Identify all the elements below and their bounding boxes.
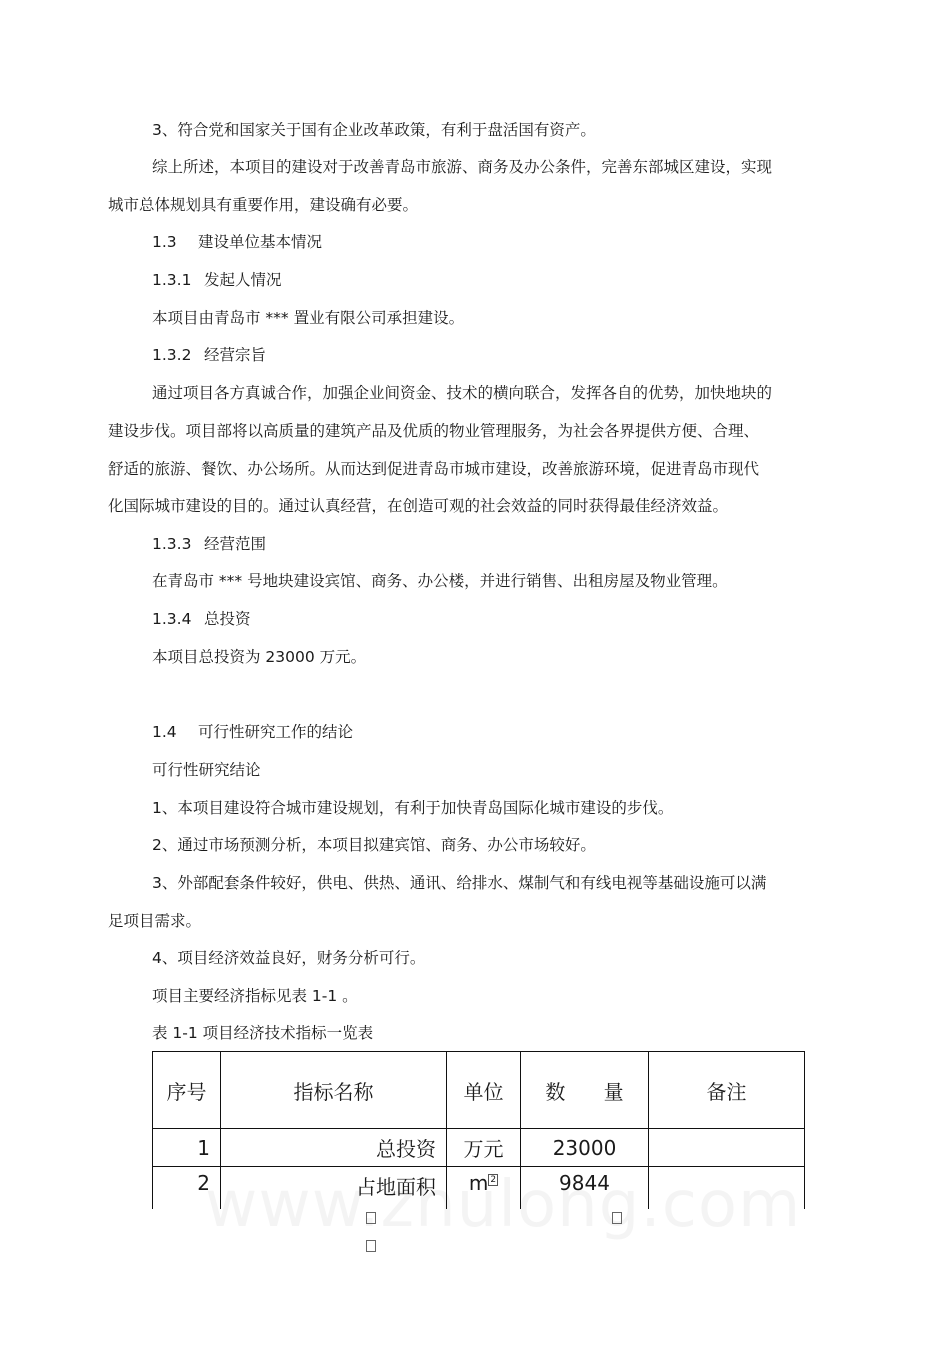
unit-text: m [468, 1171, 489, 1195]
paragraph: 舒适的旅游、餐饮、办公场所。从而达到促进青岛市城市建设，改善旅游环境，促进青岛市现代 [108, 460, 760, 478]
table-row [153, 1129, 805, 1167]
paragraph: 3、符合党和国家关于国有企业改革政策，有利于盘活国有资产。 [152, 121, 596, 139]
paragraph: 2、通过市场预测分析，本项目拟建宾馆、商务、办公市场较好。 [152, 836, 596, 854]
header-cell: 单位 [447, 1052, 521, 1129]
section-title: 发起人情况 [204, 271, 282, 289]
section-number: 1.3.4 [152, 610, 192, 628]
artifact-box-icon [366, 1240, 376, 1252]
section-number: 1.3 [152, 233, 177, 251]
table-cell: 1 [153, 1129, 221, 1167]
table-cell: 9844 [521, 1167, 649, 1210]
section-heading-1-3-3 [152, 534, 266, 554]
artifact-box-icon [612, 1212, 622, 1224]
paragraph: 3、外部配套条件较好，供电、供热、通讯、给排水、煤制气和有线电视等基础设施可以满 [152, 874, 767, 892]
header-cell: 数 量 [521, 1052, 649, 1129]
table-cell: 23000 [521, 1129, 649, 1167]
paragraph: 可行性研究结论 [152, 761, 261, 779]
table-header-row [153, 1052, 805, 1129]
section-title: 可行性研究工作的结论 [198, 723, 354, 741]
paragraph: 本项目由青岛市 *** 置业有限公司承担建设。 [152, 309, 465, 327]
table-cell: 占地面积 [221, 1167, 447, 1210]
paragraph: 在青岛市 *** 号地块建设宾馆、商务、办公楼，并进行销售、出租房屋及物业管理。 [152, 572, 728, 590]
header-cell: 备注 [649, 1052, 805, 1129]
header-cell: 序号 [153, 1052, 221, 1129]
paragraph: 本项目总投资为 23000 万元。 [152, 648, 367, 666]
header-cell: 指标名称 [221, 1052, 447, 1129]
section-heading-1-4 [152, 722, 353, 742]
section-heading-1-3-1 [152, 270, 282, 290]
section-title: 总投资 [204, 610, 251, 628]
section-heading-1-3 [152, 232, 322, 252]
paragraph: 化国际城市建设的目的。通过认真经营，在创造可观的社会效益的同时获得最佳经济效益。 [108, 497, 729, 515]
paragraph: 4、项目经济效益良好，财务分析可行。 [152, 949, 426, 967]
section-title: 经营范围 [204, 535, 267, 553]
paragraph: 建设步伐。项目部将以高质量的建筑产品及优质的物业管理服务，为社会各界提供方便、合理、 [108, 422, 760, 440]
unit-superscript: 2 [490, 1175, 497, 1186]
table-caption: 表 1-1 项目经济技术指标一览表 [152, 1024, 374, 1042]
section-number: 1.3.3 [152, 535, 192, 553]
paragraph: 项目主要经济指标见表 1-1 。 [152, 987, 358, 1005]
table-cell: 总投资 [221, 1129, 447, 1167]
paragraph: 城市总体规划具有重要作用，建设确有必要。 [108, 196, 419, 214]
table-cell: 2 [153, 1167, 221, 1210]
watermark [205, 1168, 801, 1242]
section-heading-1-3-2 [152, 345, 266, 365]
section-number: 1.3.2 [152, 346, 192, 364]
section-heading-1-3-4 [152, 609, 251, 629]
section-number: 1.4 [152, 723, 177, 741]
paragraph: 综上所述，本项目的建设对于改善青岛市旅游、商务及办公条件，完善东部城区建设，实现 [152, 158, 773, 176]
section-title: 经营宗旨 [204, 346, 267, 364]
paragraph: 通过项目各方真诚合作，加强企业间资金、技术的横向联合，发挥各自的优势，加快地块的 [152, 384, 773, 402]
paragraph: 足项目需求。 [108, 912, 202, 930]
paragraph: 1、本项目建设符合城市建设规划，有利于加快青岛国际化城市建设的步伐。 [152, 799, 674, 817]
table-cell [649, 1129, 805, 1167]
section-number: 1.3.1 [152, 271, 192, 289]
section-title: 建设单位基本情况 [198, 233, 323, 251]
artifact-box-icon [366, 1212, 376, 1224]
table-cell: 万元 [447, 1129, 521, 1167]
